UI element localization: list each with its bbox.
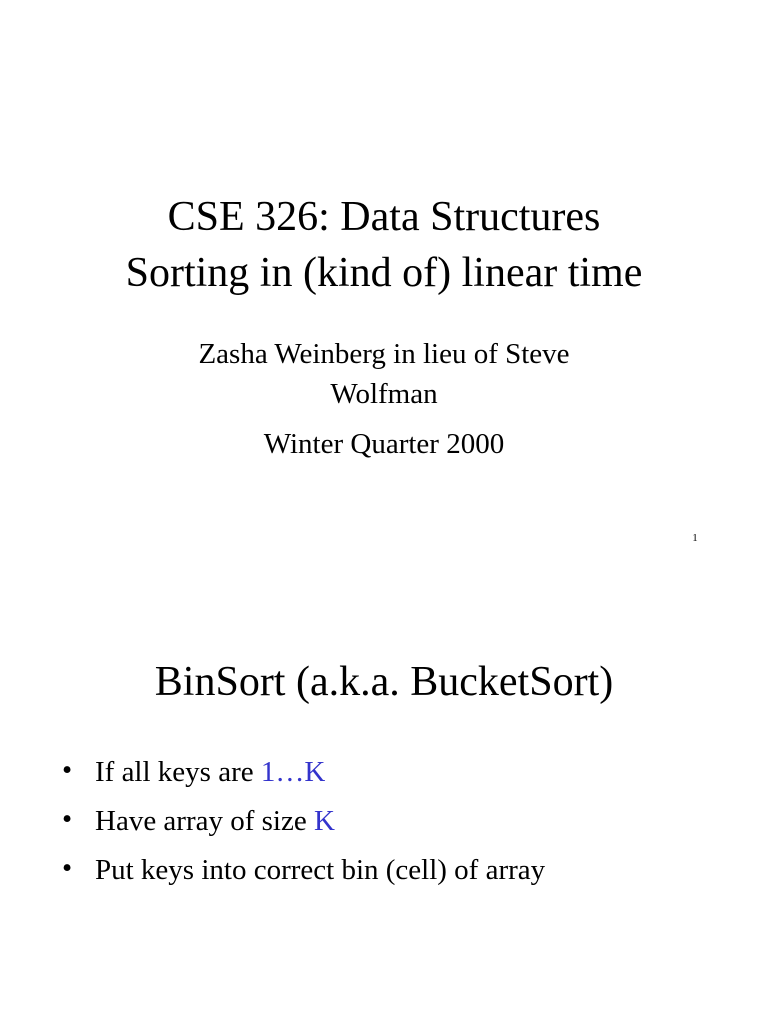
- bullet-highlight: 1…K: [260, 756, 326, 788]
- bullet-list: [60, 748, 545, 895]
- author-line-1: Zasha Weinberg in lieu of Steve: [198, 338, 570, 370]
- bullet-item: [60, 797, 545, 846]
- term-line: Winter Quarter 2000: [263, 428, 505, 460]
- bullet-highlight: K: [314, 805, 335, 837]
- bullet-item: [60, 846, 545, 895]
- slide-title: BinSort (a.k.a. BucketSort): [154, 659, 614, 705]
- bullet-item: [60, 748, 545, 797]
- slide-2: [0, 576, 768, 1024]
- bullet-text: If all keys are: [95, 756, 261, 788]
- slide-title-line-1: CSE 326: Data Structures: [167, 194, 601, 240]
- bullet-icon: •: [62, 803, 73, 835]
- bullet-icon: •: [62, 852, 73, 884]
- page-number: 1: [692, 532, 698, 544]
- bullet-text: Put keys into correct bin (cell) of array: [95, 854, 546, 886]
- author-line-2: Wolfman: [330, 378, 438, 410]
- slide-title-line-2: Sorting in (kind of) linear time: [125, 250, 643, 296]
- bullet-text: Have array of size: [95, 805, 314, 837]
- bullet-icon: •: [62, 754, 73, 786]
